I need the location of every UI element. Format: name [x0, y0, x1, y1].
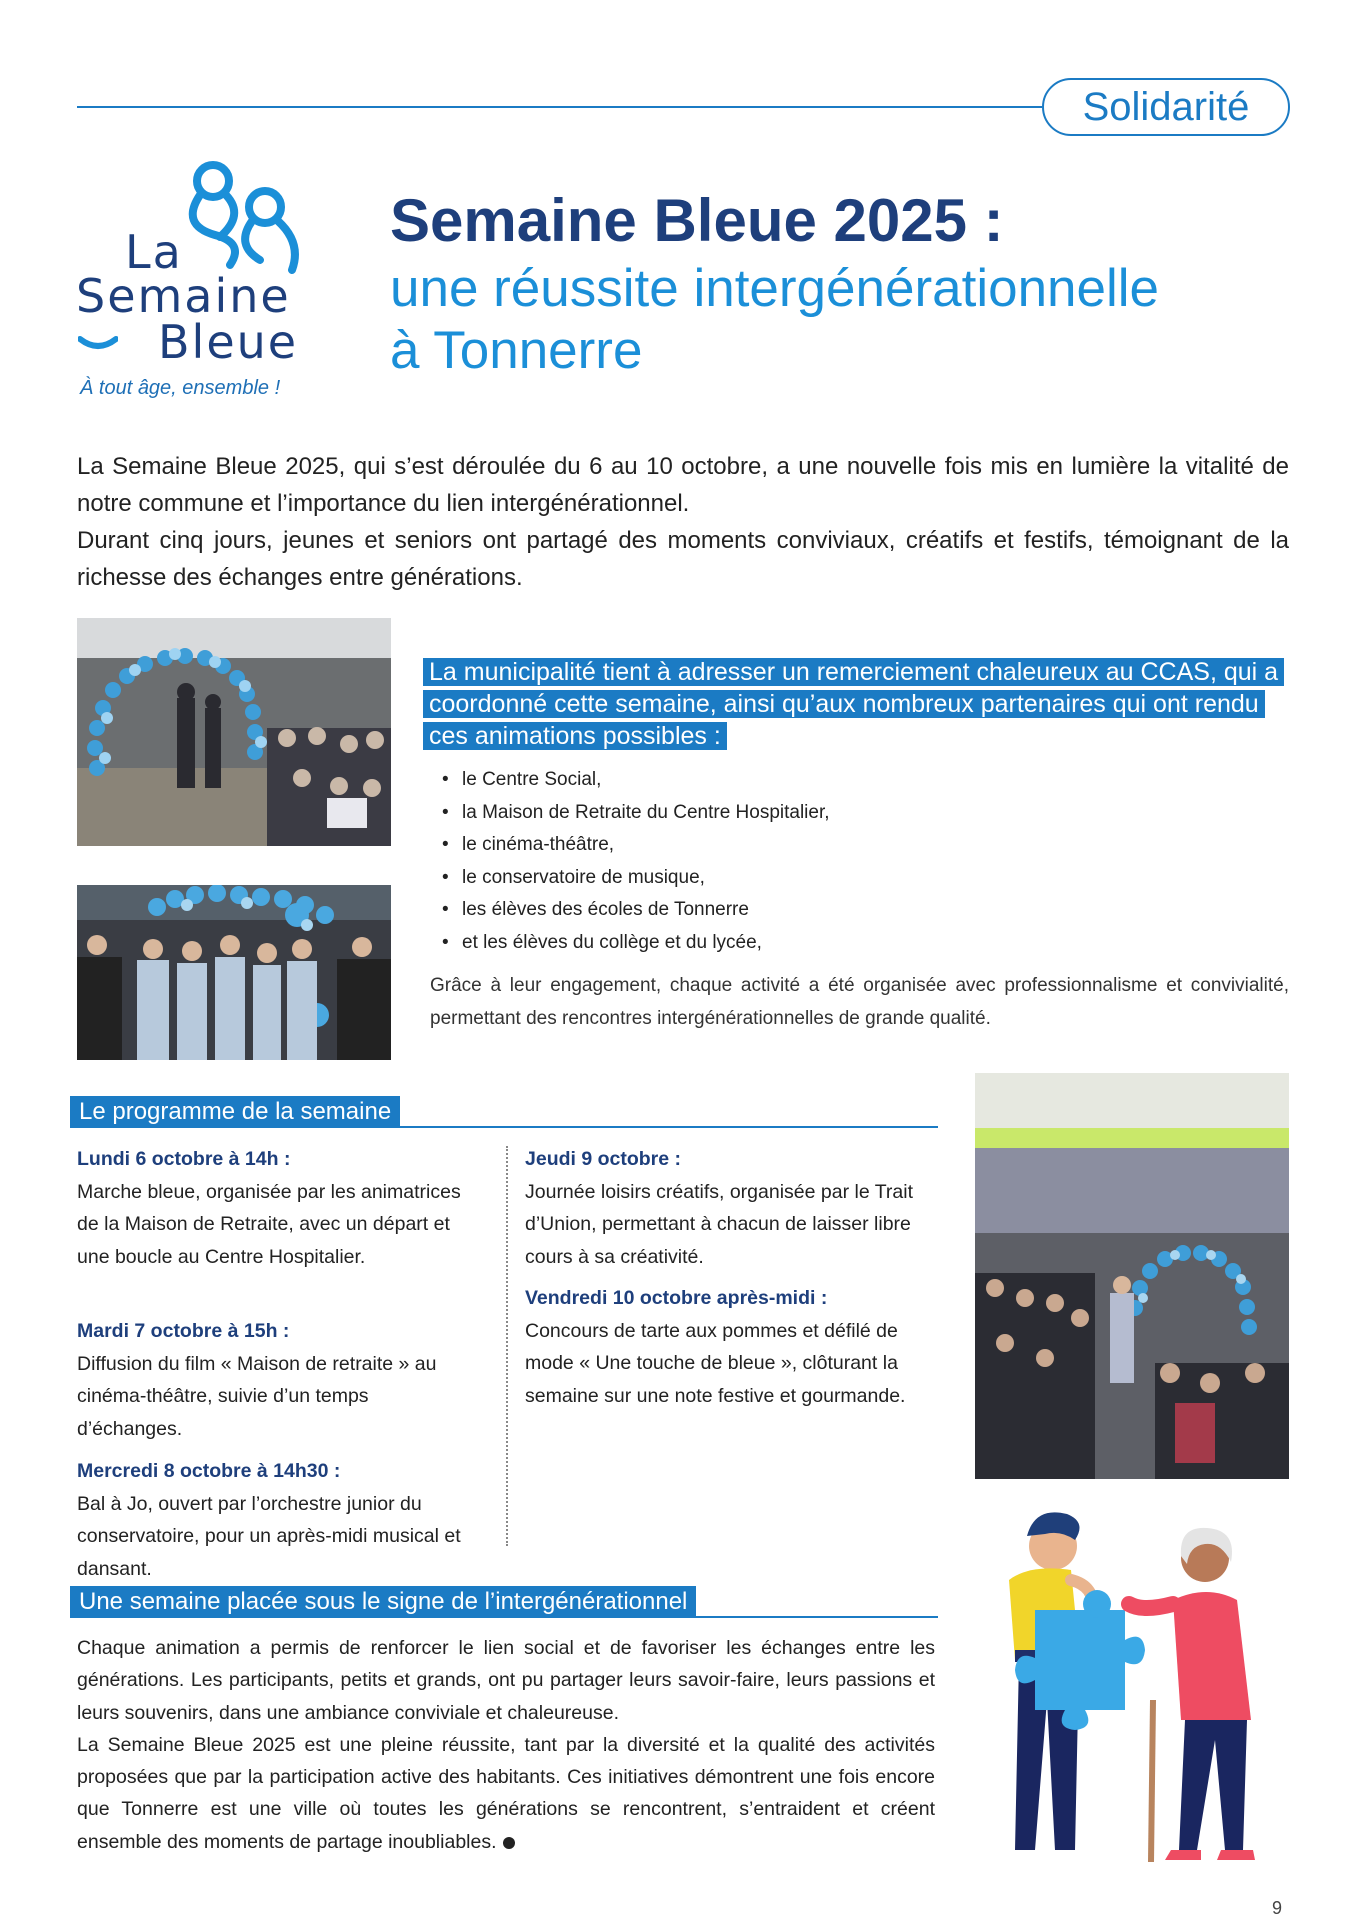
conclusion-paragraph-2-text: La Semaine Bleue 2025 est une pleine réussite, tant par la diversité et la qualité des activités proposées que par la participation active des habitants. Ces initiatives démontrent une fois encore que Tonnerre est une ville où toutes les générations se rencontrent, s’entraident et créent ensemble des moments de partage inoubliables.	[77, 1733, 935, 1853]
intergenerational-puzzle-illustration	[975, 1500, 1295, 1870]
page-number: 9	[1272, 1898, 1283, 1918]
program-heading	[70, 1096, 938, 1128]
day-when: Jeudi 9 octobre :	[525, 1148, 682, 1170]
thanks-text: La municipalité tient à adresser un remerciement chaleureux au CCAS, qui a coordonné cette semaine, ainsi qu’aux nombreux partenaires qui ont rendu ces animations possibles :	[423, 658, 1284, 750]
header-rule	[77, 106, 1042, 108]
thanks-highlight	[423, 656, 1293, 752]
conclusion-paragraph-1: Chaque animation a permis de renforcer le lien social et de favoriser les échanges entre les générations. Les participants, petits et grands, ont pu partager leurs savoir-faire, leurs passions et leurs souvenirs, dans une ambiance conviviale et chaleureuse.	[77, 1637, 935, 1724]
day-when: Vendredi 10 octobre après-midi :	[525, 1287, 828, 1309]
list-item: • le conservatoire de musique,	[440, 862, 830, 895]
subtitle-line-2: à Tonnerre	[390, 321, 643, 380]
photo-balloon-arch-audience	[77, 618, 391, 846]
intergenerational-heading	[70, 1586, 938, 1618]
logo-slogan: À tout âge, ensemble !	[80, 377, 281, 399]
figures-icon	[70, 155, 330, 279]
program-day-friday	[525, 1282, 945, 1412]
list-item: • et les élèves du collège et du lycée,	[440, 927, 830, 960]
article-subtitle	[390, 258, 1159, 382]
intro-text	[77, 448, 1289, 596]
subtitle-line-1: une réussite intergénérationnelle	[390, 259, 1160, 318]
day-description: Journée loisirs créatifs, organisée par le Trait d’Union, permettant à chacun de laisser libre cours à sa créativité.	[525, 1180, 914, 1268]
column-divider	[506, 1146, 508, 1546]
logo-line-semaine: Semaine	[76, 269, 291, 323]
list-item: • le Centre Social,	[440, 764, 830, 797]
program-heading-label: Le programme de la semaine	[70, 1096, 400, 1128]
photo-fashion-show	[975, 1073, 1289, 1479]
semaine-bleue-logo	[70, 155, 330, 410]
day-when: Mardi 7 octobre à 15h :	[77, 1320, 290, 1342]
list-item: • la Maison de Retraite du Centre Hospitalier,	[440, 797, 830, 830]
intro-paragraph-2: Durant cinq jours, jeunes et seniors ont partagé des moments conviviaux, créatifs et festifs, témoignant de la richesse des échanges entre générations.	[77, 527, 1289, 591]
partners-list	[440, 764, 830, 959]
day-when: Lundi 6 octobre à 14h :	[77, 1148, 291, 1170]
section-tag: Solidarité	[1042, 78, 1290, 136]
day-when: Mercredi 8 octobre à 14h30 :	[77, 1460, 341, 1482]
logo-line-la: La	[125, 225, 183, 279]
day-description: Diffusion du film « Maison de retraite » au cinéma-théâtre, suivie d’un temps d’échanges.	[77, 1352, 437, 1440]
intergenerational-heading-label: Une semaine placée sous le signe de l’intergénérationnel	[70, 1586, 696, 1618]
conclusion-text	[77, 1632, 935, 1858]
article-title: Semaine Bleue 2025 :	[390, 187, 1004, 254]
commitment-text: Grâce à leur engagement, chaque activité a été organisée avec professionnalisme et convivialité, permettant des rencontres intergénérationnelles de grande qualité.	[430, 975, 1289, 1029]
program-day-monday	[77, 1143, 477, 1273]
end-mark-icon	[503, 1837, 515, 1849]
conclusion-paragraph-2	[77, 1729, 935, 1858]
day-description: Concours de tarte aux pommes et défilé de mode « Une touche de bleue », clôturant la semaine sur une note festive et gourmande.	[525, 1319, 906, 1407]
day-description: Bal à Jo, ouvert par l’orchestre junior du conservatoire, pour un après-midi musical et dansant.	[77, 1492, 461, 1580]
program-day-wednesday	[77, 1455, 477, 1585]
logo-line-bleue: Bleue	[158, 315, 299, 369]
photo-group-balloons	[77, 885, 391, 1060]
program-day-tuesday	[77, 1315, 477, 1445]
list-item: • les élèves des écoles de Tonnerre	[440, 894, 830, 927]
day-description: Marche bleue, organisée par les animatrices de la Maison de Retraite, avec un départ et une boucle au Centre Hospitalier.	[77, 1180, 461, 1268]
smile-icon	[78, 335, 118, 355]
intro-paragraph-1: La Semaine Bleue 2025, qui s’est déroulée du 6 au 10 octobre, a une nouvelle fois mis en lumière la vitalité de notre commune et l’importance du lien intergénérationnel.	[77, 453, 1289, 517]
list-item: • le cinéma-théâtre,	[440, 829, 830, 862]
program-day-thursday	[525, 1143, 945, 1273]
